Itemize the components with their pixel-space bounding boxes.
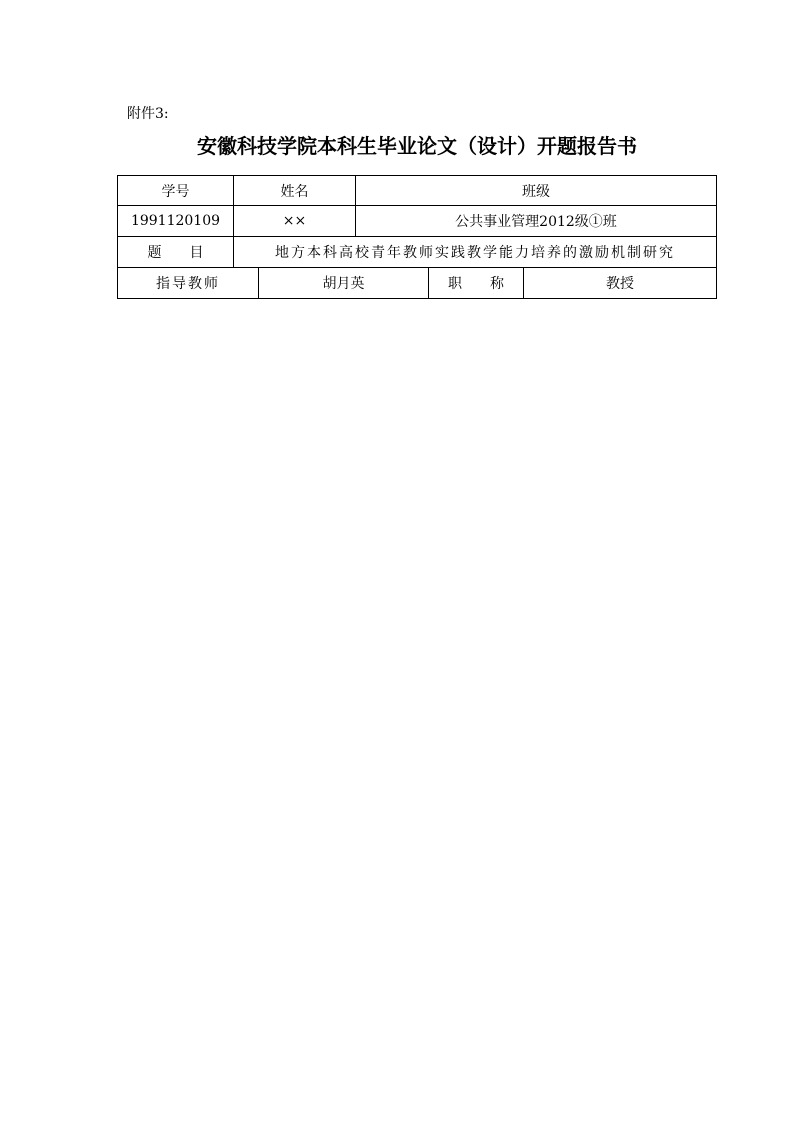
report-form-table: [117, 175, 717, 299]
advisor-label: 指导教师: [118, 268, 259, 298]
table-row-header: [117, 175, 717, 206]
table-row-topic: [117, 237, 717, 268]
student-id-value: 1991120109: [118, 206, 234, 236]
class-value: 公共事业管理2012级①班: [455, 214, 617, 230]
table-row-advisor: [117, 268, 717, 299]
table-row-values: [117, 206, 717, 237]
header-name: 姓名: [234, 176, 356, 205]
topic-value: 地方本科高校青年教师实践教学能力培养的激励机制研究: [275, 245, 675, 261]
attachment-label: 附件3:: [127, 106, 169, 122]
header-student-id: 学号: [118, 176, 234, 205]
topic-label: 题 目: [118, 237, 234, 267]
advisor-title-label: 职 称: [429, 268, 524, 298]
name-value: ××: [234, 206, 356, 236]
advisor-title-value: 教授: [606, 276, 634, 292]
header-class: 班级: [522, 183, 550, 200]
advisor-name: 胡月英: [259, 268, 429, 298]
page-title: 安徽科技学院本科生毕业论文（设计）开题报告书: [197, 134, 637, 158]
